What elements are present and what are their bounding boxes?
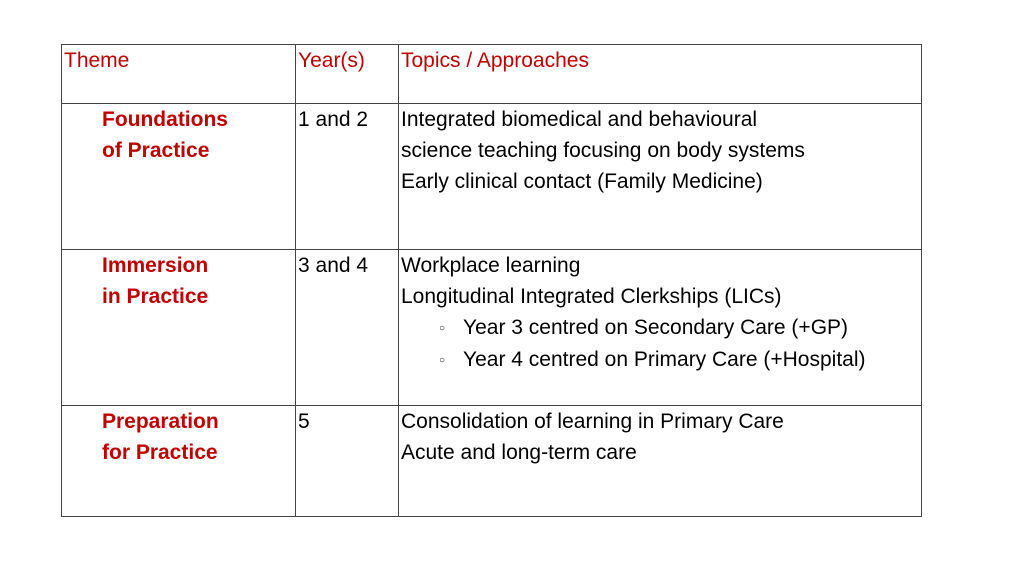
subtopic-line xyxy=(401,344,921,376)
theme-cell xyxy=(62,104,296,250)
topic-line: Workplace learning xyxy=(401,254,581,277)
years-cell: 3 and 4 xyxy=(296,250,399,406)
topic-line: science teaching focusing on body systems xyxy=(401,139,805,162)
topic-line: Integrated biomedical and behavioural xyxy=(401,108,758,131)
theme-name-line: in Practice xyxy=(102,285,209,308)
hollow-circle-bullet-icon: ○ xyxy=(439,354,446,366)
subtopic-text: Year 3 centred on Secondary Care (+GP) xyxy=(463,316,849,339)
years-cell: 1 and 2 xyxy=(296,104,399,250)
header-years: Year(s) xyxy=(296,45,399,104)
header-topics: Topics / Approaches xyxy=(399,45,922,104)
table-row xyxy=(62,104,922,250)
header-theme: Theme xyxy=(62,45,296,104)
theme-name-line: for Practice xyxy=(102,441,218,464)
topic-line: Early clinical contact (Family Medicine) xyxy=(401,170,763,193)
table-row xyxy=(62,250,922,406)
table-header-row xyxy=(62,45,922,104)
theme-name-line: of Practice xyxy=(102,139,210,162)
topics-cell xyxy=(399,104,922,250)
theme-name-line: Foundations xyxy=(102,108,228,131)
curriculum-themes-table xyxy=(61,44,922,517)
topics-cell xyxy=(399,250,922,406)
theme-cell xyxy=(62,250,296,406)
subtopic-line xyxy=(401,312,921,344)
theme-cell xyxy=(62,406,296,517)
table-row xyxy=(62,406,922,517)
topic-line: Consolidation of learning in Primary Care xyxy=(401,410,784,433)
theme-name-line: Preparation xyxy=(102,410,219,433)
years-cell: 5 xyxy=(296,406,399,517)
topic-line: Longitudinal Integrated Clerkships (LICs) xyxy=(401,285,782,308)
topics-cell xyxy=(399,406,922,517)
hollow-circle-bullet-icon: ○ xyxy=(439,322,446,334)
subtopic-text: Year 4 centred on Primary Care (+Hospital) xyxy=(463,347,866,371)
theme-name-line: Immersion xyxy=(102,254,209,277)
topic-line: Acute and long-term care xyxy=(401,441,637,464)
